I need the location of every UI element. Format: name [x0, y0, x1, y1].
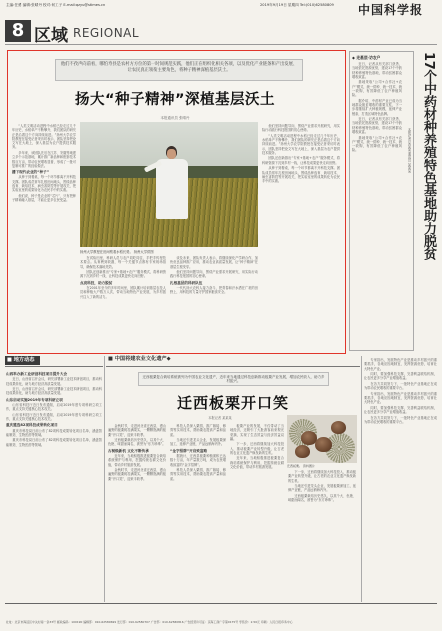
feature-subhead: 扎根基层的科研队伍: [170, 280, 203, 285]
paragraph: 板栗产业的发展，不仅带动了当地经济，还吸引了大批游客前来观光采摘，实现了生态效益与经济效益双赢。: [230, 424, 284, 441]
paragraph: 近年来，当地积极推进板栗复合栽培系统保护与利用，挖掘传统农耕文化价值，带动乡村旅游发展。: [230, 456, 284, 470]
chestnut-photo: [287, 415, 357, 463]
feature-byline: 本报通讯员 张晴丹: [160, 116, 190, 120]
divider: [106, 366, 360, 367]
sidebar-label: ◆ 走基层·访农户: [352, 55, 381, 60]
news-item-text: 重庆市科技局日前公布了82项科技成果转化项目名单，涵盖智能制造、生物医药等领域。: [6, 428, 102, 437]
paragraph: 当地还引进龙头企业，发展板栗深加工，延伸产业链，产品远销海内外。: [170, 438, 226, 447]
paragraph: 在试验田里，科研人员与农户同吃同住，手把手传授技术要点。从育秧到收割，每一个关键节点都有专家现场指导，确保技术落地见效。: [80, 256, 166, 269]
paragraph: 金秋时节，走进河北省迁西县，漫山遍野的板栗树挂满果实，一颗颗饱满的板栗“开口笑”，迎来丰收季。: [108, 424, 166, 437]
news-item-text: 近日，山西省召开会议，研究部署新工业技术研创项目，推动科技成果转化，助力地方经济高质量发展。: [6, 387, 102, 396]
paragraph: 从种子到餐桌，每一个环节都离不开科技支撑。团队成员常年扎根田间地头，围绕品种选育、栽培技术、病虫害防控等开展攻关，把实验室里的成果转化为农民手中的实惠。: [262, 166, 340, 184]
mid-section-title: ■ 中国将建农业文化遗产◆: [108, 356, 171, 362]
mid-column-3: [230, 424, 284, 602]
feature-photo: [80, 122, 258, 247]
paragraph: 基地采取“公司+合作社+农户”模式，统一供种、统一技术、统一收购，有效降低了农户种植风险。: [352, 135, 402, 153]
paragraph: 下一步，迁西将继续加大科技投入，推动板栗产业转型升级，让古老的农业文化遗产焕发新的生机。: [230, 442, 284, 455]
mid-column-2: [170, 424, 226, 602]
paragraph: 多年来，该团队先后在江苏、安徽等地建立多个示范基地，累计推广新品种和配套技术数百万亩，带动农民增收显著，形成了一批可复制可推广的经验做法。: [12, 150, 76, 168]
paragraph: “人类文明活动进程中水稻已经走过几千年历史，水稻单产不断攀升，我们团队的研究正是沿着这个方向持续前进。”扬州大学农学院教授在接受记者采访时表示，团队坚持把论文写在大地上，深入基层为农户提供技术服务。: [12, 124, 76, 150]
right-bottom-column: [364, 358, 437, 602]
feature-column-1: [12, 124, 76, 348]
paragraph: 迁西板栗栽培历史悠久，以其个大、色艳、味甜而闻名，被誉为“东方珍珠”。: [108, 438, 166, 447]
issue-date: 2019年9月19日 星期四 Tel:(010)62580809: [260, 3, 334, 7]
news-item-text: 山东省科技厅近日发布通知，启动2019年度专项科研立项工作，重点支持关键核心技术攻关。: [6, 402, 102, 412]
page-footer: 社址：北京市海淀区中关村南一条33号 邮政编码：100190 编辑部：010-62580699 发行部：010-62580707 广告部：010-62580816 广告经营许可证：京海工商广字第0175号 零售价：2.50元 印刷：人民日报印务中心: [6, 620, 293, 624]
column-divider: [361, 356, 362, 602]
feature-column-4: [262, 124, 340, 348]
sidebar-text: [352, 62, 402, 346]
mid-story-dek: 迁西板栗复合栽培系统被列为中国农业文化遗产，近年来当地通过科技创新推动板栗产业发展，增加农民收入，助力乡村振兴。: [138, 372, 329, 386]
mid-subhead: “金字招牌”开启致富路: [170, 448, 208, 453]
paragraph: 近年来，当地积极推进板栗复合栽培系统保护与利用，挖掘传统农耕文化价值，带动乡村旅游发展。: [108, 453, 166, 467]
sidebar-vertical-title[interactable]: 17个中药材种养殖特色基地助力脱贫: [421, 52, 436, 260]
chestnut-caption: 迁西板栗。 资料图片: [287, 464, 315, 468]
paragraph: “人类文明活动进程中水稻已经走过几千年历史，水稻单产不断攀升，我们团队的研究正是沿着这个方向持续前进。”扬州大学农学院教授在接受记者采访时表示，团队坚持把论文写在大地上，深入基层为农户提供技术服务。: [262, 133, 340, 155]
paragraph: 当地还引进龙头企业，发展板栗深加工，延伸产业链，产品远销海内外。: [288, 484, 356, 493]
paragraph: 在各方共同努力下，一批特色产业基地正在成为带动农民增收的重要平台。: [364, 381, 437, 391]
paragraph: 他们坚持问题导向，围绕产业需求开展研究，用实际行动践行科技报国的初心使命。: [170, 270, 258, 279]
mid-story-header: [106, 355, 360, 365]
mid-story-byline: 本报记者 某某某: [208, 416, 232, 420]
photo-caption: 扬州大学教授在田间察看水稻长势。 扬州大学供图: [80, 250, 154, 254]
paragraph: 专家指出，发展特色产业是推动乡村振兴的重要抓手，各地应因地制宜，发挥资源优势，培育壮大特色产业。: [364, 391, 437, 405]
section-name: 区域: [34, 26, 68, 46]
news-item-text: 重庆市科技局日前公布了82项科技成果转化项目名单，涵盖智能制造、生物医药等领域。: [6, 438, 102, 447]
masthead-logo: 中国科学报: [358, 3, 424, 17]
news-item-title[interactable]: 山东启动实施2019年专项科研立项: [6, 397, 63, 402]
feature-column-2: [80, 256, 166, 348]
local-news-list: [6, 370, 102, 602]
section-header: [5, 20, 437, 45]
news-item-title[interactable]: 重庆遴选82项科技成果转化项目: [6, 423, 58, 428]
divider: [5, 603, 437, 604]
mid-story-headline[interactable]: 迁西板栗开口笑: [176, 394, 289, 412]
paragraph: 在2001年至今的多年时间里，团队累计培训基层农技人员和种植大户数万人次，带动当地特色产业发展，为乡村振兴注入了新的活力。: [80, 285, 166, 299]
sidebar-vertical-byline: 本报记者 某某某 通讯员 某某某: [407, 128, 411, 173]
page-meta: 主编:任勇 编辑:张晴丹 校对:何工子 E-mail:qzyu@stimes.cn: [6, 3, 106, 7]
paragraph: 据统计，迁西县板栗种植面积已达数十万亩，年产量数万吨，成为农民增收致富的“金字招牌”。: [170, 453, 226, 467]
paragraph: 他们说，种子是农业的“芯片”，只有把种子精神融入基层，才能让更多农民受益。: [12, 193, 76, 203]
section-number: 8: [5, 20, 31, 42]
feature-subhead: 点亮科技，助力脱贫: [80, 280, 113, 285]
paragraph: 他们坚持问题导向，围绕产业需求开展研究，用实际行动践行科技报国的初心使命。: [262, 124, 340, 133]
divider: [5, 366, 103, 367]
news-item-text: 山东省科技厅近日发布通知，启动2019年度专项科研立项工作，重点支持关键核心技术攻关。: [6, 412, 102, 422]
mid-column-1: [108, 424, 166, 602]
column-divider: [104, 356, 105, 602]
paragraph: 近日，记者从有关部门获悉，当地依托资源优势，建设17个中药材种养殖特色基地，带动贫困群众增收致富。: [352, 62, 402, 79]
paragraph: 在各方共同努力下，一批特色产业基地正在成为带动农民增收的重要平台。: [364, 415, 437, 424]
paragraph: 同时，要加强科技支撑，完善利益联结机制，让农民更多分享产业增值收益。: [364, 372, 437, 381]
paragraph: 迁西板栗栽培历史悠久，以其个大、色艳、味甜而闻名，被誉为“东方珍珠”。: [288, 493, 356, 503]
paragraph: 据介绍，中药材产业已成为当地群众脱贫增收的重要支柱，下一步将继续扩大种植规模，延伸产业链条，打造区域特色品牌。: [352, 98, 402, 116]
paragraph: 科技人员深入栗园，推广嫁接、修剪等实用技术，帮助栗农提高产量和品质。: [170, 424, 226, 437]
paragraph: 专家指出，发展特色产业是推动乡村振兴的重要抓手，各地应因地制宜，发挥资源优势，培育壮大特色产业。: [364, 358, 437, 371]
feature-column-3: [170, 256, 258, 348]
paragraph: 同时，要加强科技支撑，完善利益联结机制，让农民更多分享产业增值收益。: [364, 405, 437, 415]
paragraph: 团队还创新推出“专家+基地+农户”服务模式，将科研资源下沉到乡村一线，让科技成果更快走向田野。: [262, 156, 340, 165]
news-item-title[interactable]: 山西举办新工业研创科技项目提升大会: [6, 372, 68, 376]
paragraph: 下一步，迁西将继续加大科技投入，推动板栗产业转型升级，让古老的农业文化遗产焕发新的生机。: [288, 470, 356, 483]
paragraph: 团队还创新推出“专家+基地+农户”服务模式，将科研资源下沉到乡村一线，让科技成果更快走向田野。: [80, 270, 166, 279]
paragraph: 基地采取“公司+合作社+农户”模式，统一供种、统一技术、统一收购，有效降低了农户种植风险。: [352, 80, 402, 98]
paragraph: 科技人员深入栗园，推广嫁接、修剪等实用技术，帮助栗农提高产量和品质。: [170, 468, 226, 481]
paragraph: 从种子到餐桌，每一个环节都离不开科技支撑。团队成员常年扎根田间地头，围绕品种选育、栽培技术、病虫害防控等开展攻关，把实验室里的成果转化为农民手中的实惠。: [12, 175, 76, 193]
paragraph: 谈及未来，团队负责人表示，将继续深化产学研合作，加快优良品种推广应用，推动农业高质量发展，让“种子精神”在基层生根发芽。: [170, 256, 258, 269]
mid-column-4: [288, 470, 356, 602]
paragraph: 一代代扬大农科人接力奋斗，把青春和汗水洒在广袤的田野上，用科技的力量守护国家粮食安全。: [170, 285, 258, 295]
paragraph: 近日，记者从有关部门获悉，当地依托资源优势，建设17个中药材种养殖特色基地，带动贫困群众增收致富。: [352, 117, 402, 135]
section-name-english: REGIONAL: [73, 26, 140, 40]
paragraph: 金秋时节，走进河北省迁西县，漫山遍野的板栗树挂满果实，一颗颗饱满的板栗“开口笑”，迎来丰收季。: [108, 468, 166, 481]
feature-subhead: 播下现代农业的“种子”: [12, 170, 50, 175]
news-item-text: 近日，山西省召开会议，研究部署新工业技术研创项目，推动科技成果转化，助力地方经济高质量发展。: [6, 377, 102, 386]
photo-researcher: [154, 146, 190, 226]
mid-subhead: 古树焕新机 文化不断传承: [108, 448, 149, 453]
feature-dek: 他们不孜声向前看，哪怕寿县是农村方方位的第一时间规范实践，他们正在组织化相关各项，以及优化产业链条和产出发展、让农民真正领衔主要角色，将种子精神深植基层沃土。: [55, 59, 303, 81]
local-news-tag: ■ 地方动态: [5, 356, 40, 365]
top-bar: [0, 0, 442, 16]
local-news-header: [5, 356, 103, 366]
feature-headline[interactable]: 扬大“种子精神”深植基层沃土: [74, 92, 276, 108]
